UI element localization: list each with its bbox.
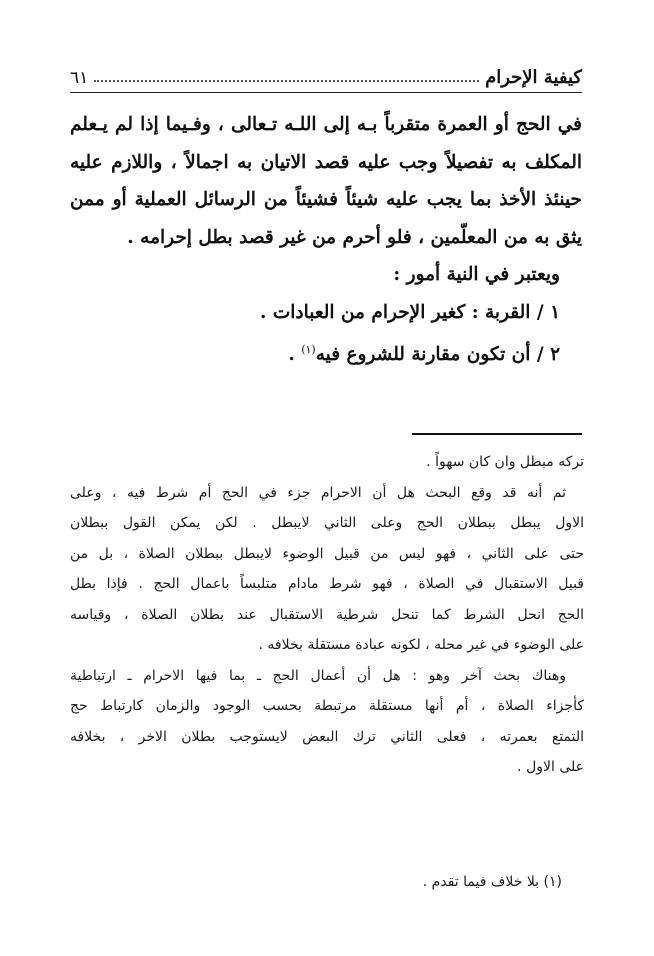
running-header [70, 58, 582, 88]
footnote-separator [412, 433, 582, 435]
header-dot-leader [94, 80, 479, 82]
main-paragraph [70, 106, 582, 256]
note-line: قبيل الاستقبال في الصلاة ، فهو شرط مادام متلبساً باعمال الحج . فإذا بطل [70, 576, 584, 592]
note-line: ثم أنه قد وقع البحث هل أن الاحرام جزء في الحج أم شرط فيه ، وعلى [70, 484, 566, 501]
footnote-reference: (١) [301, 343, 316, 356]
footnote: (١) بلا خلاف فيما تقدم . [422, 874, 562, 890]
chapter-title: كيفية الإحرام [485, 67, 582, 88]
note-line: على الوضوء في غير محله ، لكونه عبادة مستقلة بخلافه . [258, 637, 584, 653]
text-line: المكلف به تفصيلاً وجب عليه قصد الاتيان به اجمالاً ، واللازم عليه [70, 151, 582, 173]
note-line: التمتع بعمرته ، فعلى الثاني ترك البعض لايستوجب بطلان الاخر ، بخلافه [70, 728, 584, 745]
text-line: يثق به من المعلّمين ، فلو أحرم من غير قصد بطل إحرامه . [127, 226, 582, 248]
note-line: تركه مبطل وان كان سهواً . [426, 454, 584, 470]
page-number: ٦١ [70, 68, 89, 88]
note-line: الحج انحل الشرط كما تنحل شرطية الاستقبال عند بطلان الصلاة ، وقياسه [70, 606, 584, 623]
notes-block [70, 447, 584, 783]
text-line: حينئذ الأخذ بما يجب عليه شيئاً فشيئاً من الرسائل العملية أو ممن [70, 189, 582, 210]
note-line: كأجزاء الصلاة ، أم أنها مستقلة مرتبطة بحسب الوجود والزمان كارتباط حج [70, 698, 584, 714]
header-divider [70, 92, 582, 93]
main-text [70, 106, 582, 374]
note-line: حتى على الثاني ، فهو ليس من قبيل الوضوء لايبطل ببطلان الصلاة ، بل من [70, 545, 584, 562]
list-item [70, 331, 582, 374]
note-line: الاول يبطل ببطلان الحج وعلى الثاني لايبطل . لكن يمكن القول ببطلان [70, 515, 584, 531]
list-item: ١ / القربة : كغير الإحرام من العبادات . [259, 301, 560, 323]
note-line: وهناك بحث آخر وهو : هل أن أعمال الحج ـ بما فيها الاحرام ـ ارتباطية [70, 667, 566, 684]
intention-intro: ويعتبر في النية أمور : [393, 264, 560, 285]
note-line: على الاول . [517, 759, 584, 775]
text-line: في الحج أو العمرة متقرباً بـه إلى اللـه تـعالى ، وفـيما إذا لم يـعلم [70, 114, 582, 135]
list-item-end: . [288, 344, 302, 366]
list-item-text: ٢ / أن تكون مقارنة للشروع فيه [315, 344, 560, 366]
